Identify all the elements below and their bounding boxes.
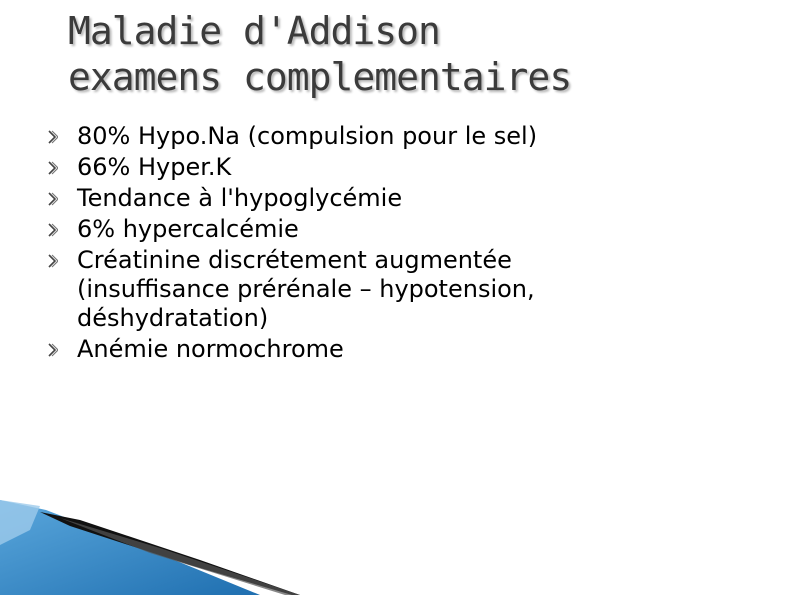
bullet-text: 66% Hyper.K xyxy=(77,153,232,181)
title-line-2: examens complementaires xyxy=(68,55,572,99)
bullet-text: 80% Hypo.Na (compulsion pour le sel) xyxy=(77,122,538,150)
bullet-text: Anémie normochrome xyxy=(77,335,344,363)
bullet-text: Tendance à l'hypoglycémie xyxy=(77,184,403,212)
bullet-text: Créatinine discrétement augmentée (insuffisance prérénale – hypotension, déshydratation) xyxy=(77,246,535,332)
bullet-text: 6% hypercalcémie xyxy=(77,215,299,243)
title-line-1: Maladie d'Addison xyxy=(68,9,440,53)
decor-blue-wedge xyxy=(0,500,260,595)
